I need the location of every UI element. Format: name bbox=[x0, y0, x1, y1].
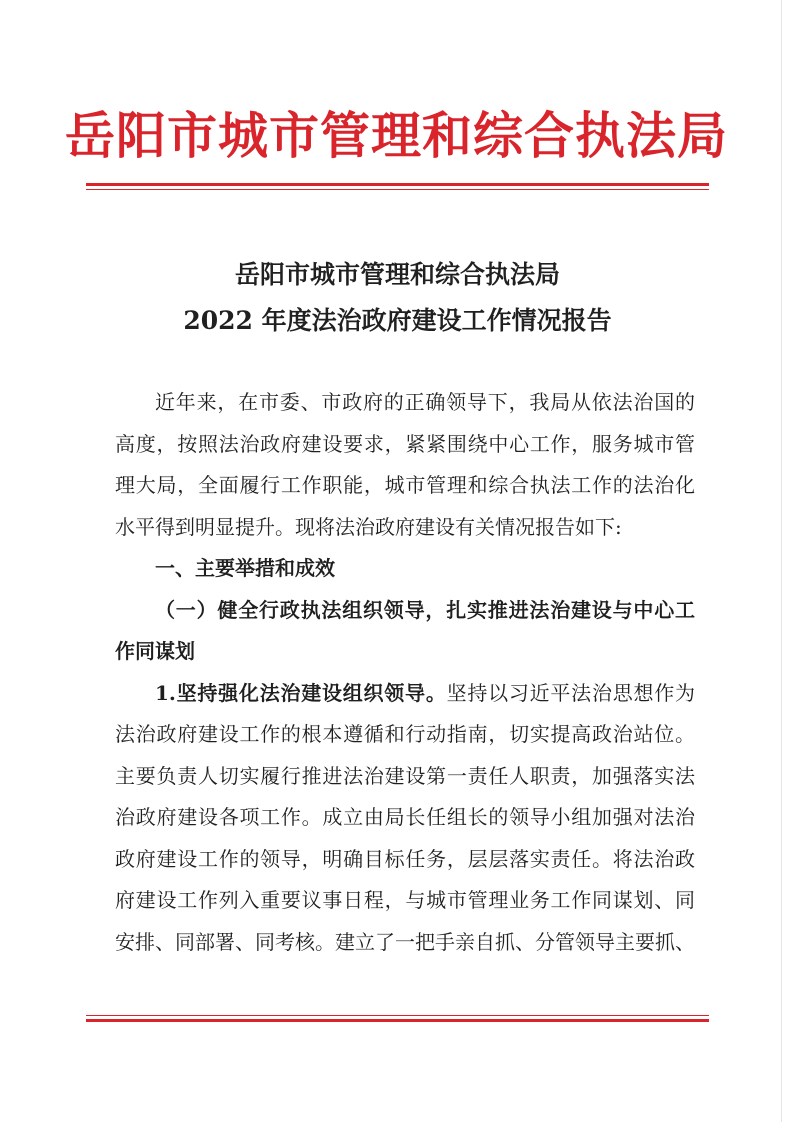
report-title-line-2: 2022 年度法治政府建设工作情况报告 bbox=[183, 306, 612, 335]
item-heading: 1.坚持强化法治建设组织领导。 bbox=[155, 680, 447, 705]
red-rule-thick bbox=[86, 1019, 709, 1022]
red-rule-thin bbox=[86, 189, 709, 190]
body-line: 主要负责人切实履行推进法治建设第一责任人职责，加强落实法 bbox=[115, 763, 695, 788]
subsection-heading: （一）健全行政执法组织领导，扎实推进法治建设与中心工 bbox=[155, 597, 695, 622]
subsection-heading-cont: 作同谋划 bbox=[115, 639, 195, 663]
letterhead-red-rule bbox=[86, 183, 709, 190]
body-line: 法治政府建设工作的根本遵循和行动指南，切实提高政治站位。 bbox=[115, 722, 695, 746]
body-line: 理大局，全面履行工作职能，城市管理和综合执法工作的法治化 bbox=[115, 473, 695, 497]
body-line: 安排、同部署、同考核。建立了一把手亲自抓、分管领导主要抓、 bbox=[115, 929, 695, 954]
body-line: 政府建设工作的领导，明确目标任务，层层落实责任。将法治政 bbox=[115, 846, 695, 871]
body-line: 治政府建设各项工作。成立由局长任组长的领导小组加强对法治 bbox=[115, 805, 695, 829]
section-heading: 一、主要举措和成效 bbox=[155, 556, 335, 580]
body-line bbox=[115, 673, 695, 715]
red-rule-thin bbox=[86, 1015, 709, 1016]
report-title-line-1: 岳阳市城市管理和综合执法局 bbox=[234, 260, 560, 289]
body-line: 近年来，在市委、市政府的正确领导下，我局从依法治国的 bbox=[155, 390, 695, 414]
report-body bbox=[115, 382, 695, 963]
body-line: 水平得到明显提升。现将法治政府建设有关情况报告如下: bbox=[115, 514, 622, 539]
footer-red-rule bbox=[86, 1015, 709, 1022]
body-line: 高度，按照法治政府建设要求，紧紧围绕中心工作，服务城市管 bbox=[115, 431, 695, 456]
red-rule-thick bbox=[86, 183, 709, 186]
letterhead-org-name: 岳阳市城市管理和综合执法局 bbox=[65, 106, 728, 165]
item-text: 坚持以习近平法治思想作为 bbox=[446, 680, 695, 705]
scan-edge bbox=[781, 0, 782, 1122]
body-line: 府建设工作列入重要议事日程，与城市管理业务工作同谋划、同 bbox=[115, 888, 695, 912]
